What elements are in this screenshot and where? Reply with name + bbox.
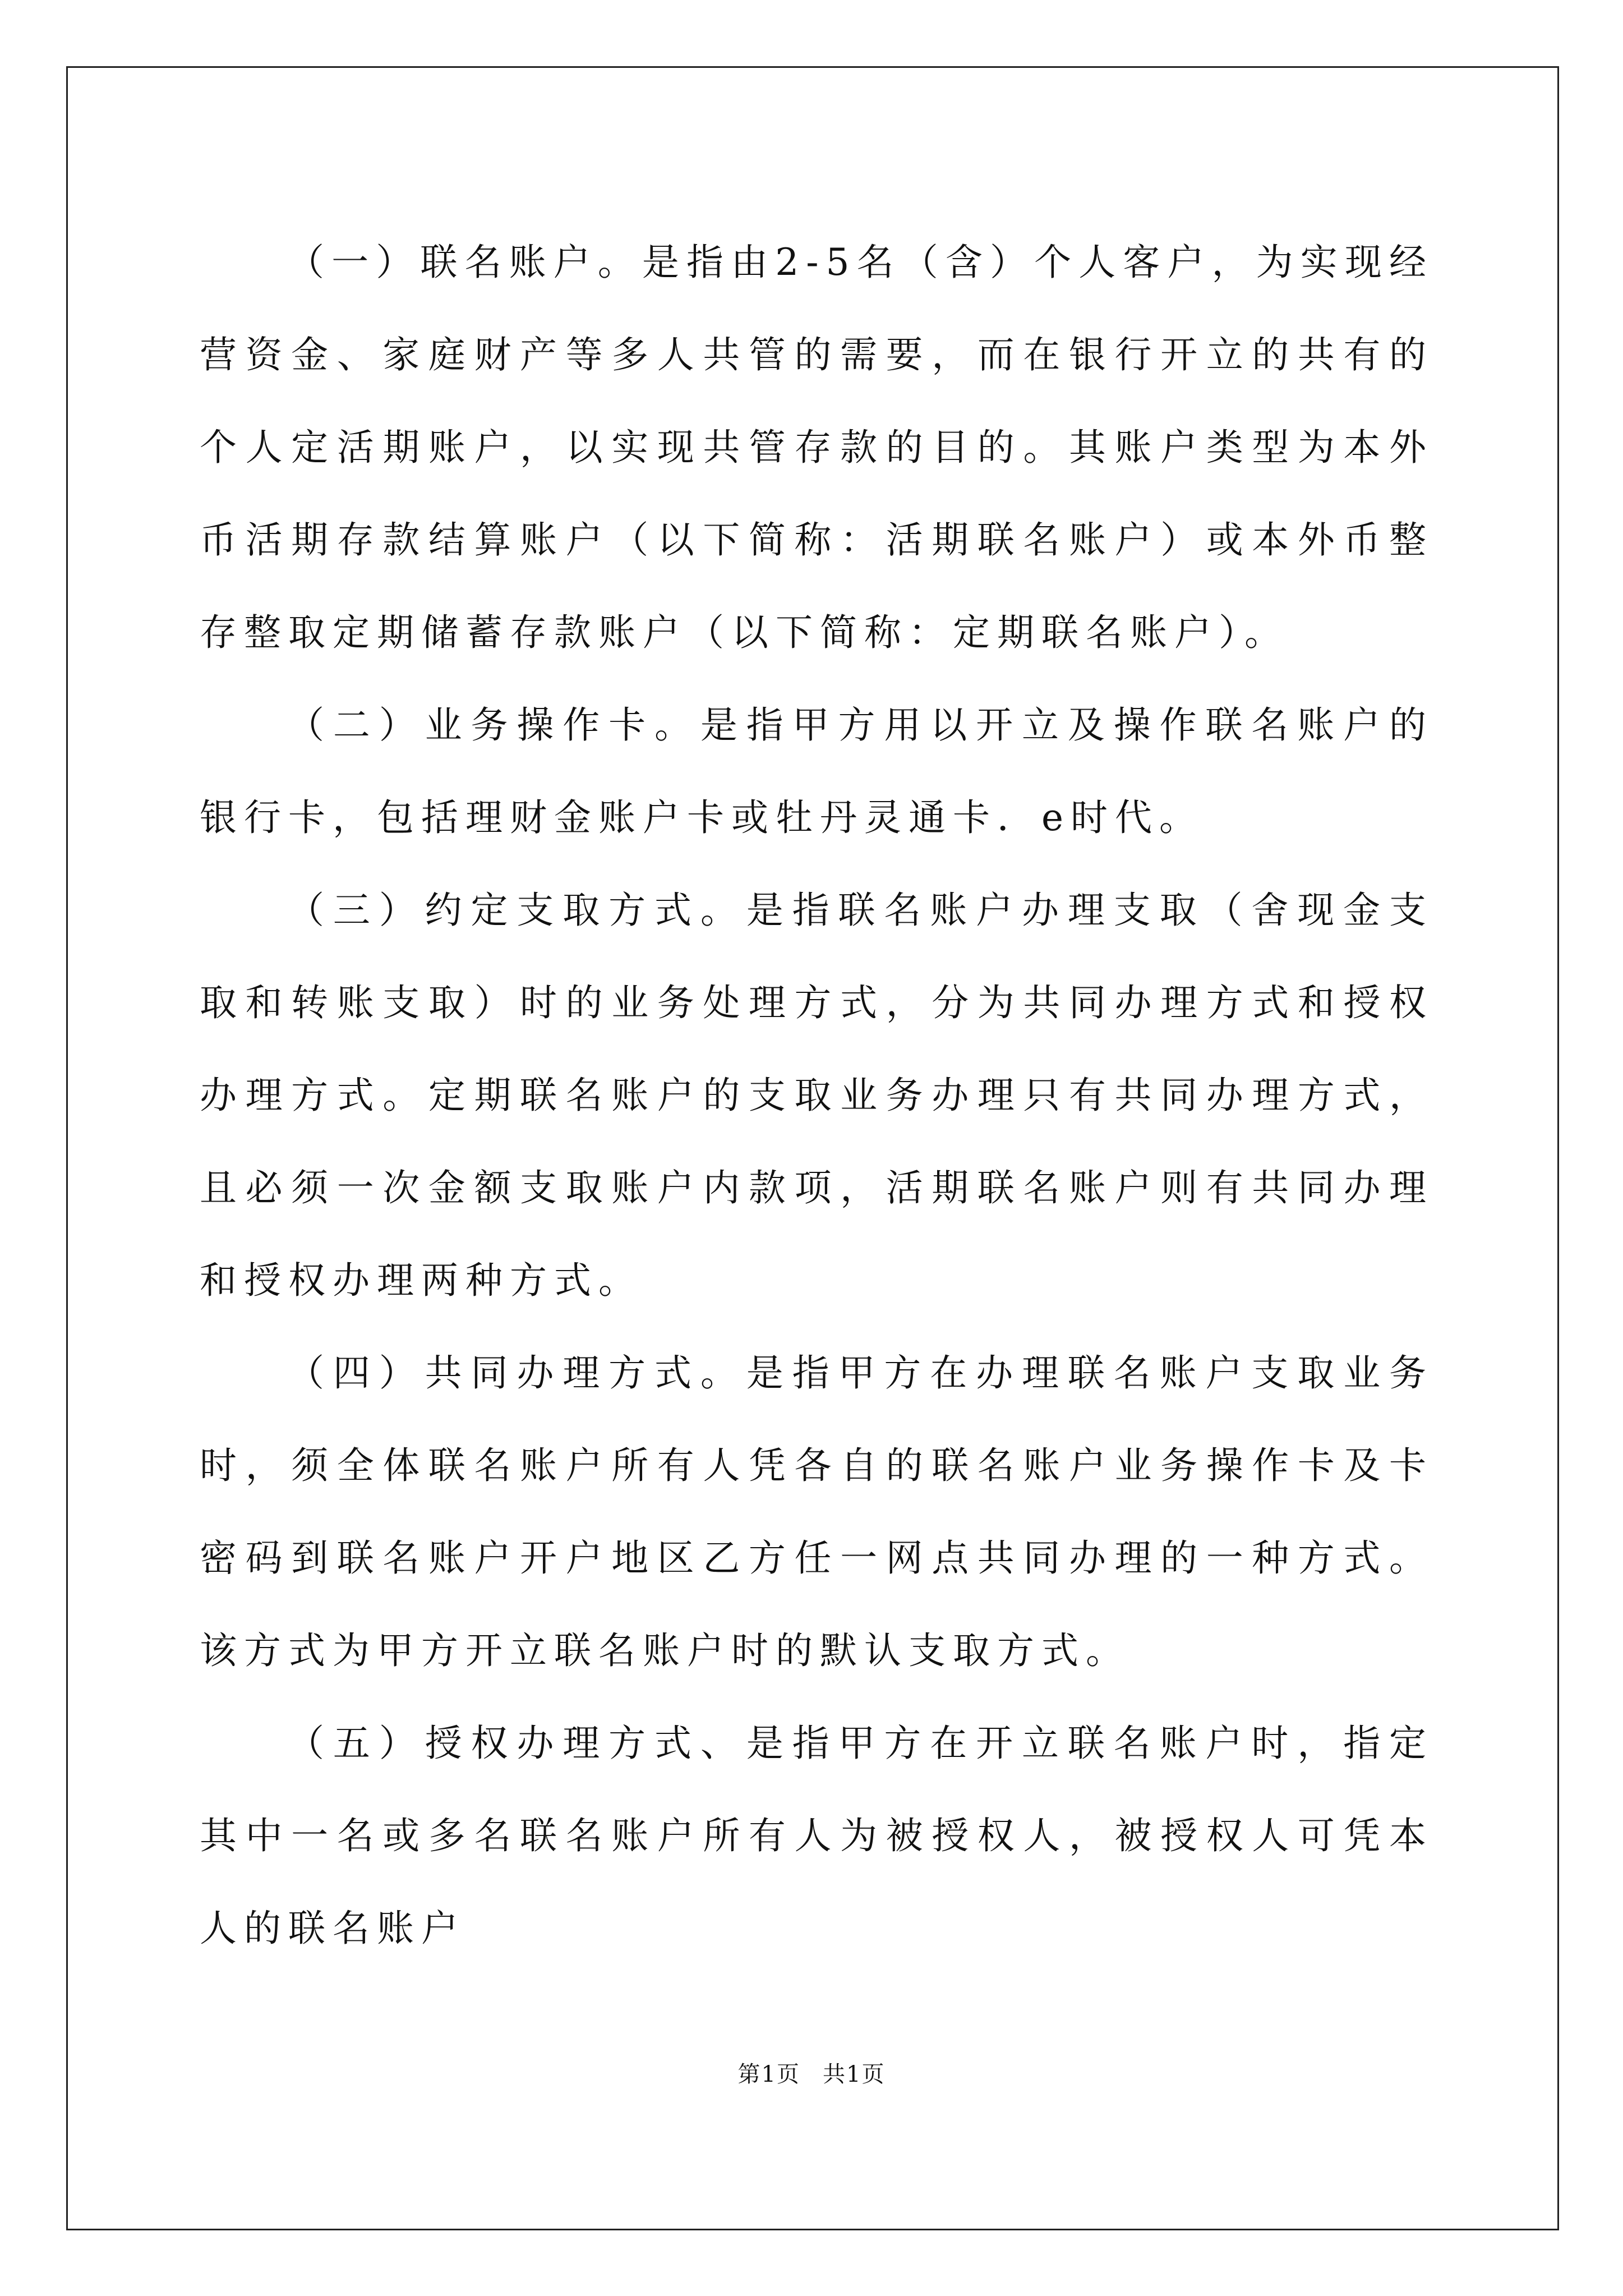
- page-total: 共1页: [823, 2062, 886, 2087]
- paragraph: （三）约定支取方式。是指联名账户办理支取（舍现金支取和转账支取）时的业务处理方式，分为共同办理方式和授权办理方式。定期联名账户的支取业务办理只有共同办理方式，且必须一次金额支取账户内款项，活期联名账户则有共同办理和授权办理两种方式。: [200, 889, 1433, 1302]
- paragraph: （一）联名账户。是指由2-5名（含）个人客户，为实现经营资金、家庭财产等多人共管的需要，而在银行开立的共有的个人定活期账户，以实现共管存款的目的。其账户类型为本外币活期存款结算账户（以下简称：活期联名账户）或本外币整存整取定期储蓄存款账户（以下简称：定期联名账户）。: [200, 241, 1433, 654]
- paragraph: （二）业务操作卡。是指甲方用以开立及操作联名账户的银行卡，包括理财金账户卡或牡丹灵通卡．e时代。: [200, 703, 1433, 839]
- paragraph: （四）共同办理方式。是指甲方在办理联名账户支取业务时，须全体联名账户所有人凭各自的联名账户业务操作卡及卡密码到联名账户开户地区乙方任一网点共同办理的一种方式。该方式为甲方开立联名账户时的默认支取方式。: [200, 1351, 1433, 1672]
- page-footer: [0, 2058, 1623, 2091]
- page-number: 第1页: [737, 2062, 800, 2087]
- paragraph: （五）授权办理方式、是指甲方在开立联名账户时，指定其中一名或多名联名账户所有人为被授权人，被授权人可凭本人的联名账户: [200, 1722, 1433, 1950]
- document-body: [200, 216, 1433, 1975]
